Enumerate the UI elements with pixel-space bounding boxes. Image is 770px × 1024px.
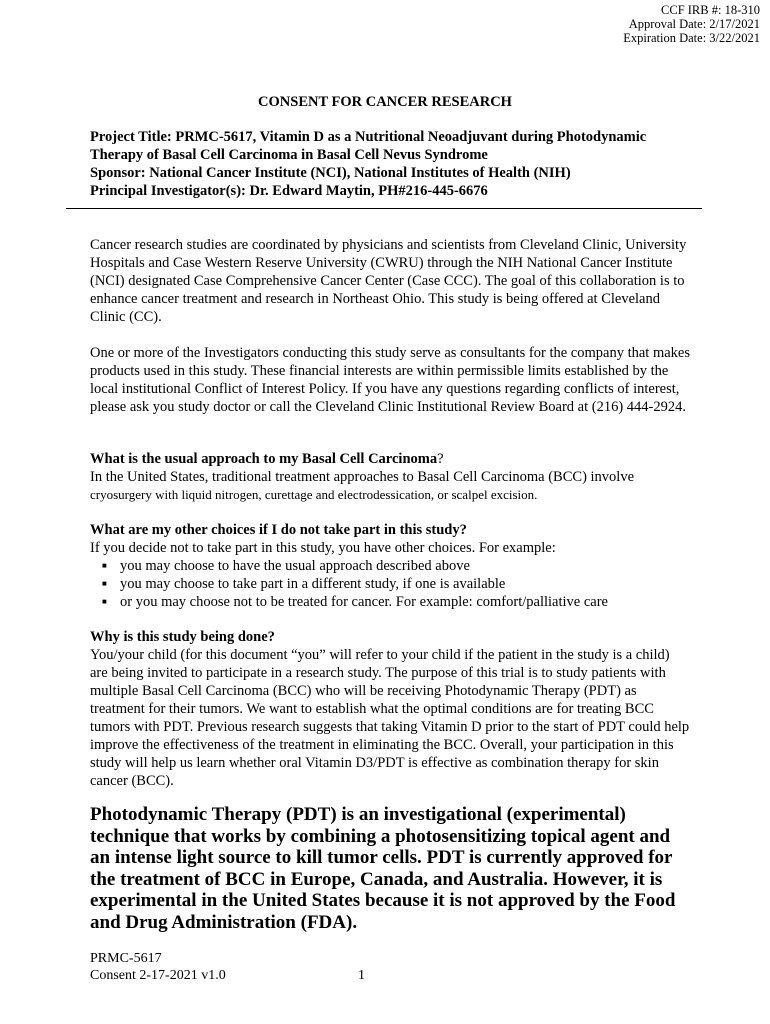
list-item: ■ you may choose to have the usual approach described above	[96, 557, 686, 575]
usual-approach-question: What is the usual approach to my Basal Cell Carcinoma	[90, 451, 438, 467]
sponsor: Sponsor: National Cancer Institute (NCI), National Institutes of Health (NIH)	[90, 165, 571, 181]
footer-protocol	[90, 950, 226, 984]
list-item: ■ you may choose to take part in a different study, if one is available	[96, 575, 686, 593]
header-divider	[66, 208, 702, 209]
approval-date: Approval Date: 2/17/2021	[628, 17, 760, 31]
document-title: CONSENT FOR CANCER RESEARCH	[258, 94, 512, 110]
intro-paragraph: Cancer research studies are coordinated by physicians and scientists from Cleveland Clinic, University Hospitals and Case Western Reserve University (CWRU) through the NIH National Cancer Institute (NCI) designated Case Comprehensive Cancer Center (Case CCC). The goal of this collaboration is to enhance cancer treatment and research in Northeast Ohio. This study is being offered at Cleveland Clinic (CC).	[90, 237, 687, 325]
other-choices-question: What are my other choices if I do not take part in this study?	[90, 522, 467, 538]
conflict-paragraph: One or more of the Investigators conducting this study serve as consultants for the company that makes products used in this study. These financial interests are within permissible limits established by the local institutional Conflict of Interest Policy. If you have any questions regarding conflicts of interest, please ask you study doctor or call the Cleveland Clinic Institutional Review Board at (216) 444-2924.	[90, 345, 690, 415]
pdt-statement: Photodynamic Therapy (PDT) is an investigational (experimental) technique that works by combining a photosensitizing topical agent and an intense light source to kill tumor cells. PDT is currently approved for the treatment of BCC in Europe, Canada, and Australia. However, it is experimental in the United States because it is not approved by the Food and Drug Administration (FDA).	[90, 804, 676, 933]
project-info	[90, 128, 700, 200]
page-number: 1	[358, 968, 365, 983]
other-choices-section	[90, 521, 690, 557]
list-item: ■ or you may choose not to be treated for cancer. For example: comfort/palliative care	[96, 593, 686, 611]
why-study-question: Why is this study being done?	[90, 629, 275, 645]
why-study-text: You/your child (for this document “you” will refer to your child if the patient in the study is a child) are being invited to participate in a research study. The purpose of this trial is to study patients with multiple Basal Cell Carcinoma (BCC) who will be receiving Photodynamic Therapy (PDT) as treatment for their tumors. We want to establish what the optimal conditions are for treating BCC tumors with PDT. Previous research suggests that taking Vitamin D prior to the start of PDT could help improve the effectiveness of the treatment in eliminating the BCC. Overall, your participation in this study will help us learn whether oral Vitamin D3/PDT is effective as combination therapy for skin cancer (BCC).	[90, 647, 690, 789]
irb-header	[623, 3, 760, 45]
other-choices-list	[96, 557, 686, 611]
usual-approach-line1: In the United States, traditional treatment approaches to Basal Cell Carcinoma (BCC) involve	[90, 469, 635, 485]
other-choices-intro: If you decide not to take part in this study, you have other choices. For example:	[90, 540, 556, 556]
usual-approach-question-mark: ?	[437, 451, 444, 467]
usual-approach-section	[90, 450, 690, 504]
project-title-line2: Therapy of Basal Cell Carcinoma in Basal Cell Nevus Syndrome	[90, 147, 488, 163]
expiration-date: Expiration Date: 3/22/2021	[623, 31, 760, 45]
why-study-section	[90, 628, 690, 790]
footer-protocol-number: PRMC-5617	[90, 951, 162, 966]
project-title-line1: Project Title: PRMC-5617, Vitamin D as a Nutritional Neoadjuvant during Photodynamic	[90, 129, 647, 145]
footer-version: Consent 2-17-2021 v1.0	[90, 968, 226, 983]
principal-investigator: Principal Investigator(s): Dr. Edward Maytin, PH#216-445-6676	[90, 183, 488, 199]
irb-number: CCF IRB #: 18-310	[661, 3, 760, 17]
usual-approach-line2: cryosurgery with liquid nitrogen, curettage and electrodessication, or scalpel excision.	[90, 487, 538, 502]
